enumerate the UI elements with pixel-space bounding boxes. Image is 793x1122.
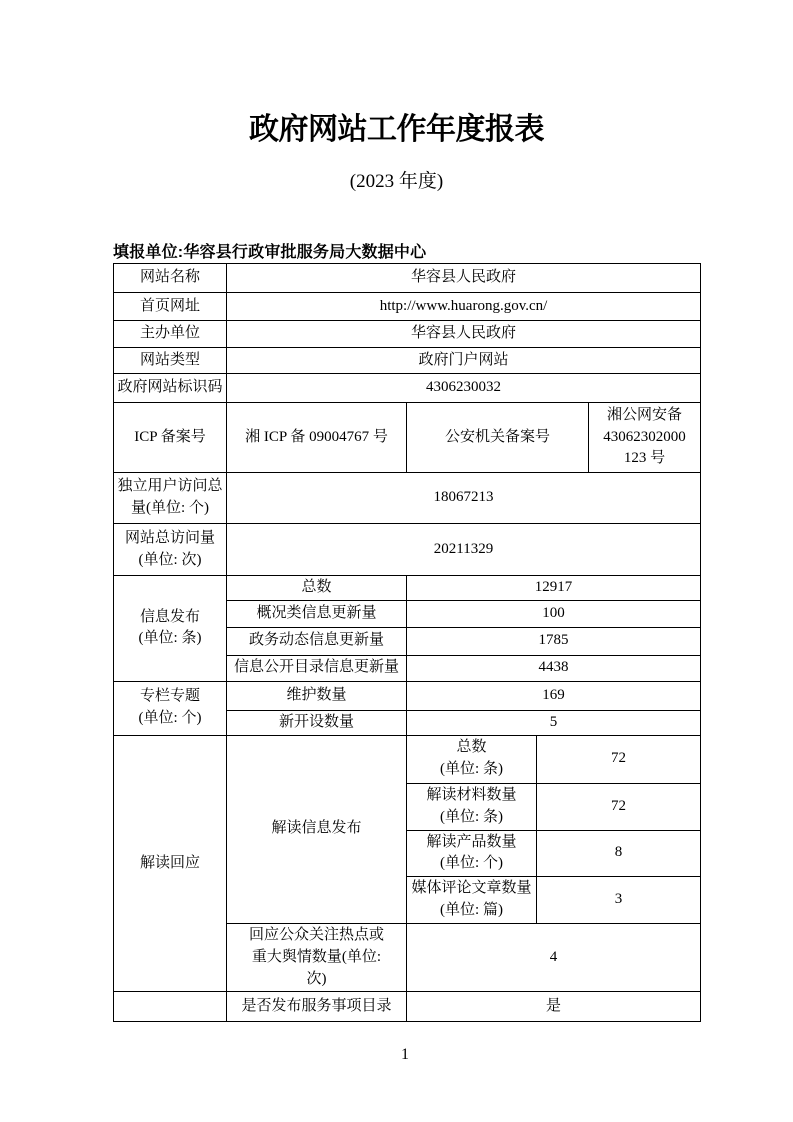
table-row — [114, 473, 701, 524]
info-publish-item-value: 100 — [407, 600, 701, 627]
police-filing-value: 湘公网安备 43062302000 123 号 — [589, 403, 701, 473]
organizer-label: 主办单位 — [114, 321, 227, 348]
special-columns-item-label: 维护数量 — [227, 681, 407, 710]
unique-visitors-label: 独立用户访问总量(单位: 个) — [114, 473, 227, 524]
website-name-label: 网站名称 — [114, 264, 227, 293]
info-publish-item-label: 信息公开目录信息更新量 — [227, 655, 407, 681]
interpretation-item-unit-text: (单位: 篇) — [440, 902, 503, 918]
table-row — [114, 681, 701, 710]
interpretation-item-label — [407, 877, 537, 924]
site-identifier-value: 4306230032 — [227, 374, 701, 403]
total-visits-unit-text: (单位: 次) — [138, 551, 202, 568]
interpretation-item-label-text: 解读产品数量 — [426, 833, 517, 850]
homepage-url-value: http://www.huarong.gov.cn/ — [227, 293, 701, 321]
interpretation-item-label-text: 总数 — [456, 739, 487, 756]
info-publish-item-label: 政务动态信息更新量 — [227, 627, 407, 655]
reporting-unit-label: 填报单位:华容县行政审批服务局大数据中心 — [113, 244, 427, 261]
info-publish-item-value: 12917 — [407, 576, 701, 601]
info-publish-item-label: 总数 — [227, 576, 407, 601]
info-publish-label-text: 信息发布 — [139, 608, 200, 625]
website-name-value: 华容县人民政府 — [227, 264, 701, 293]
info-publish-section-label — [114, 576, 227, 682]
table-row — [114, 374, 701, 403]
empty-section-cell — [114, 992, 227, 1022]
table-row — [114, 293, 701, 321]
police-filing-label: 公安机关备案号 — [407, 403, 589, 473]
interpretation-item-label-text: 解读材料数量 — [426, 786, 517, 803]
info-publish-item-value: 1785 — [407, 627, 701, 655]
info-publish-item-value: 4438 — [407, 655, 701, 681]
special-columns-item-label: 新开设数量 — [227, 710, 407, 735]
website-type-label: 网站类型 — [114, 348, 227, 374]
table-row — [114, 992, 701, 1022]
table-row — [114, 524, 701, 576]
page-number: 1 — [401, 1046, 409, 1063]
homepage-url-label: 首页网址 — [114, 293, 227, 321]
interpretation-item-label — [407, 735, 537, 783]
website-type-value: 政府门户网站 — [227, 348, 701, 374]
unique-visitors-value: 18067213 — [227, 473, 701, 524]
special-columns-item-value: 5 — [407, 710, 701, 735]
interpretation-item-unit-text: (单位: 条) — [440, 808, 503, 825]
table-row — [114, 348, 701, 374]
table-row — [114, 403, 701, 473]
service-catalog-label: 是否发布服务事项目录 — [227, 992, 407, 1022]
info-publish-item-label: 概况类信息更新量 — [227, 600, 407, 627]
special-columns-item-value: 169 — [407, 681, 701, 710]
interpretation-item-unit-text: (单位: 个) — [440, 855, 503, 872]
hotspot-response-label — [227, 924, 407, 992]
table-row — [114, 264, 701, 293]
interpretation-item-value: 8 — [537, 830, 701, 877]
site-identifier-label: 政府网站标识码 — [114, 374, 227, 403]
total-visits-value: 20211329 — [227, 524, 701, 576]
total-visits-label — [114, 524, 227, 576]
total-visits-label-text: 网站总访问量 — [124, 529, 215, 546]
table-row — [114, 576, 701, 601]
page-title: 政府网站工作年度报表 — [249, 113, 544, 146]
special-columns-unit-text: (单位: 个) — [138, 710, 202, 727]
interpretation-item-value: 72 — [537, 735, 701, 783]
hotspot-response-label-text: 回应公众关注热点或重大舆情数量(单位: 次) — [248, 927, 384, 987]
interpretation-item-value: 72 — [537, 783, 701, 830]
report-table — [113, 263, 701, 1022]
interpretation-item-label — [407, 830, 537, 877]
special-columns-label-text: 专栏专题 — [139, 688, 200, 705]
table-row — [114, 735, 701, 783]
interpretation-item-label-text: 媒体评论文章数量 — [411, 880, 532, 897]
interpretation-item-unit-text: (单位: 条) — [440, 761, 503, 777]
page-subtitle: (2023 年度) — [349, 171, 444, 192]
hotspot-response-value: 4 — [407, 924, 701, 992]
icp-license-value: 湘 ICP 备 09004767 号 — [227, 403, 407, 473]
interpretation-item-label — [407, 783, 537, 830]
service-catalog-value: 是 — [407, 992, 701, 1022]
interpretation-publish-label: 解读信息发布 — [227, 735, 407, 924]
organizer-value: 华容县人民政府 — [227, 321, 701, 348]
table-row — [114, 321, 701, 348]
icp-license-label: ICP 备案号 — [114, 403, 227, 473]
interpretation-item-value: 3 — [537, 877, 701, 924]
special-columns-section-label — [114, 681, 227, 735]
info-publish-unit-text: (单位: 条) — [138, 630, 202, 647]
interpretation-section-label: 解读回应 — [114, 735, 227, 992]
